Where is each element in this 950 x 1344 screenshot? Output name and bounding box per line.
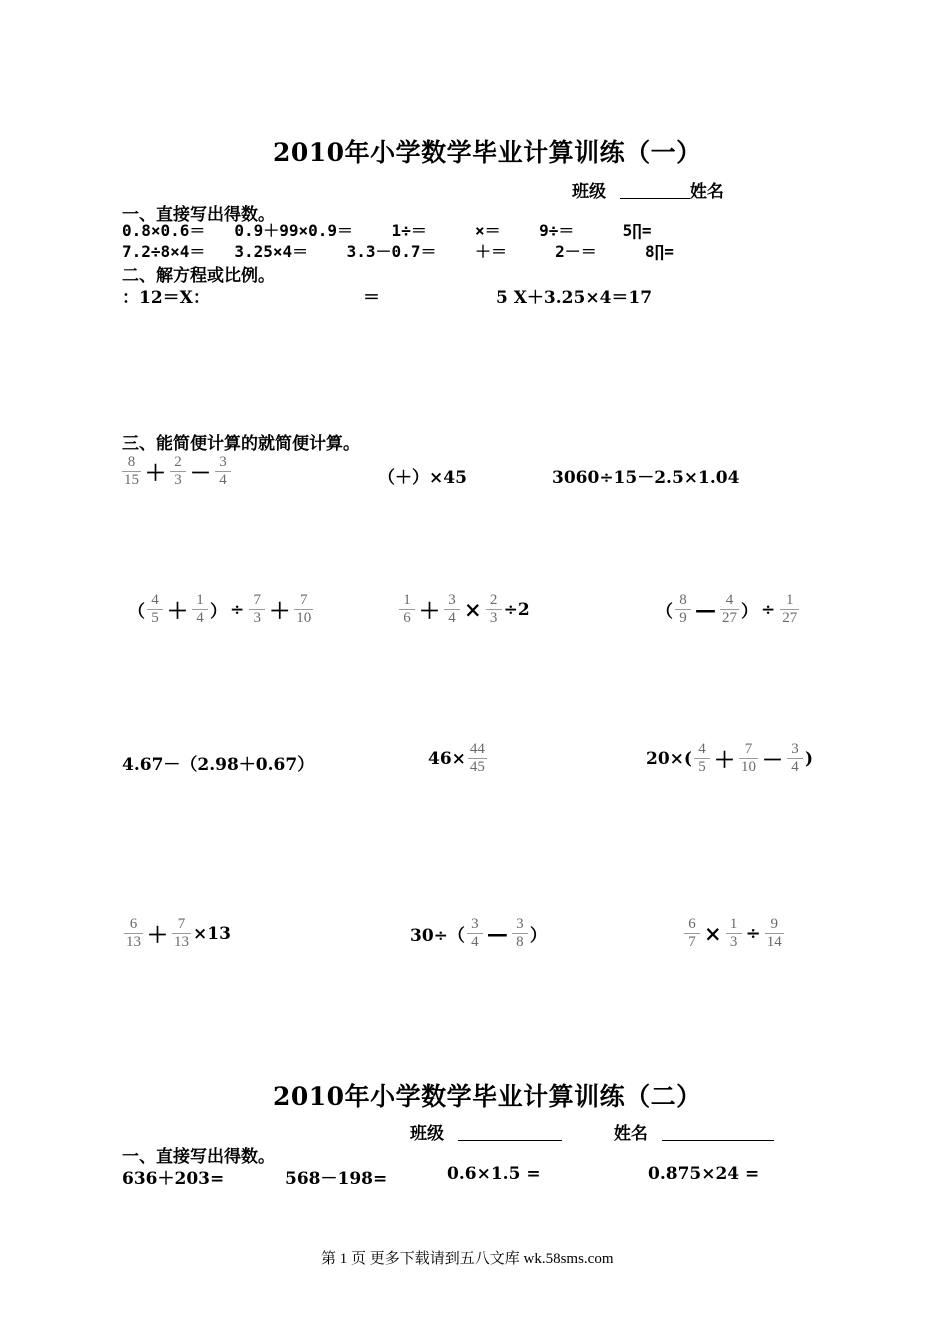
mental-math-q3: 0.6×1.5 = bbox=[447, 1164, 541, 1184]
fraction: $\frac{8}{9}$ bbox=[676, 592, 690, 627]
mental-math-row-2: 7.2÷8×4＝ 3.25×4＝ 3.3－0.7＝ ＋＝ 2－＝ 8∏= bbox=[122, 242, 674, 261]
lead-text: 46× bbox=[428, 748, 466, 769]
fraction: $\frac{1}{4}$ bbox=[193, 592, 207, 627]
name-label: 姓名 bbox=[689, 182, 724, 202]
fraction: $\frac{4}{5}$ bbox=[695, 741, 709, 776]
problem-8 bbox=[428, 741, 489, 776]
name-blank[interactable] bbox=[662, 1124, 774, 1141]
fraction: $\frac{3}{8}$ bbox=[513, 916, 527, 951]
problem-3: 3060÷15－2.5×1.04 bbox=[552, 468, 740, 488]
class-blank[interactable] bbox=[458, 1124, 562, 1141]
mental-math-q1: 636＋203= bbox=[122, 1169, 225, 1189]
operator: ÷ bbox=[745, 923, 761, 944]
problem-9 bbox=[646, 741, 813, 776]
operator: × bbox=[704, 921, 722, 946]
fraction: $\frac{7}{13}$ bbox=[174, 916, 189, 950]
fraction: $\frac{8}{15}$ bbox=[124, 454, 139, 488]
operator: — bbox=[695, 597, 716, 622]
equation-3: 5 X＋3.25×4＝17 bbox=[496, 288, 653, 308]
fraction: $\frac{1}{6}$ bbox=[400, 592, 414, 627]
lead-text: 30÷（ bbox=[410, 926, 465, 946]
worksheet-title-2: 2010年小学数学毕业计算训练（二） bbox=[273, 1082, 702, 1111]
fraction: $\frac{1}{3}$ bbox=[727, 916, 741, 951]
paren: ） bbox=[210, 602, 227, 622]
problem-12 bbox=[682, 916, 786, 951]
class-name-header-2 bbox=[410, 1119, 774, 1144]
fraction: $\frac{7}{3}$ bbox=[250, 592, 264, 627]
name-label: 姓名 bbox=[613, 1124, 648, 1144]
fraction: $\frac{44}{45}$ bbox=[469, 741, 485, 775]
mental-math-row-1: 0.8×0.6＝ 0.9＋99×0.9＝ 1÷＝ ×＝ 9÷＝ 5∏= bbox=[122, 221, 652, 240]
operator: × bbox=[464, 597, 482, 622]
operator: ＋ bbox=[147, 921, 168, 947]
fraction: $\frac{7}{10}$ bbox=[296, 592, 312, 626]
operator: － bbox=[190, 459, 211, 485]
class-label: 班级 bbox=[410, 1124, 444, 1144]
fraction: $\frac{2}{3}$ bbox=[487, 592, 501, 627]
fraction: $\frac{3}{4}$ bbox=[445, 592, 459, 627]
operator: ＋ bbox=[419, 597, 440, 623]
fraction: $\frac{7}{10}$ bbox=[740, 741, 756, 775]
problem-11 bbox=[410, 916, 547, 951]
problem-2: （＋）×45 bbox=[378, 468, 467, 488]
operator: ＋ bbox=[145, 459, 166, 485]
lead-text: 20×( bbox=[646, 748, 692, 769]
paren: ) bbox=[804, 748, 813, 769]
fraction: $\frac{6}{7}$ bbox=[685, 916, 699, 951]
problem-4 bbox=[128, 592, 315, 627]
paren: ） bbox=[741, 602, 758, 622]
tail-text: ×13 bbox=[193, 923, 231, 944]
operator: ＋ bbox=[269, 597, 291, 623]
equation-2: ＝ bbox=[363, 288, 380, 308]
equation-1: ：12＝X： bbox=[122, 288, 210, 308]
section-1-heading-2: 一、直接写出得数。 bbox=[122, 1147, 275, 1167]
worksheet-title-1: 2010年小学数学毕业计算训练（一） bbox=[273, 138, 702, 167]
fraction: $\frac{2}{3}$ bbox=[171, 454, 185, 489]
fraction: $\frac{1}{27}$ bbox=[782, 592, 798, 626]
fraction: $\frac{4}{5}$ bbox=[148, 592, 162, 627]
operator: — bbox=[486, 921, 508, 946]
problem-1 bbox=[120, 454, 233, 489]
operator: ÷ bbox=[230, 599, 245, 620]
fraction: $\frac{3}{4}$ bbox=[788, 741, 802, 776]
fraction: $\frac{3}{4}$ bbox=[216, 454, 230, 489]
page-footer: 第 1 页 更多下载请到五八文库 wk.58sms.com bbox=[321, 1251, 614, 1267]
paren: ） bbox=[529, 926, 547, 946]
fraction: $\frac{9}{14}$ bbox=[766, 916, 782, 950]
problem-6 bbox=[656, 592, 801, 627]
section-1-heading: 一、直接写出得数。 bbox=[122, 205, 275, 225]
mental-math-q2: 568－198= bbox=[285, 1169, 388, 1189]
fraction: $\frac{6}{13}$ bbox=[126, 916, 141, 950]
operator: ＋ bbox=[713, 746, 735, 772]
class-label: 班级 bbox=[572, 182, 606, 202]
problem-7: 4.67－（2.98＋0.67） bbox=[122, 755, 315, 775]
class-name-header-1 bbox=[572, 177, 724, 202]
class-blank[interactable] bbox=[620, 182, 690, 199]
problem-5 bbox=[397, 592, 530, 627]
mental-math-q4: 0.875×24 = bbox=[648, 1164, 760, 1184]
paren: （ bbox=[656, 602, 673, 622]
operator: ＋ bbox=[167, 597, 188, 623]
fraction: $\frac{4}{27}$ bbox=[722, 592, 737, 626]
operator: ÷ bbox=[761, 599, 776, 620]
paren: （ bbox=[128, 602, 145, 622]
fraction: $\frac{3}{4}$ bbox=[468, 916, 482, 951]
operator: － bbox=[761, 746, 783, 772]
section-3-heading: 三、能简便计算的就简便计算。 bbox=[122, 434, 360, 454]
tail-text: ÷2 bbox=[503, 599, 530, 620]
problem-10 bbox=[122, 916, 231, 951]
section-2-heading: 二、解方程或比例。 bbox=[122, 266, 275, 286]
